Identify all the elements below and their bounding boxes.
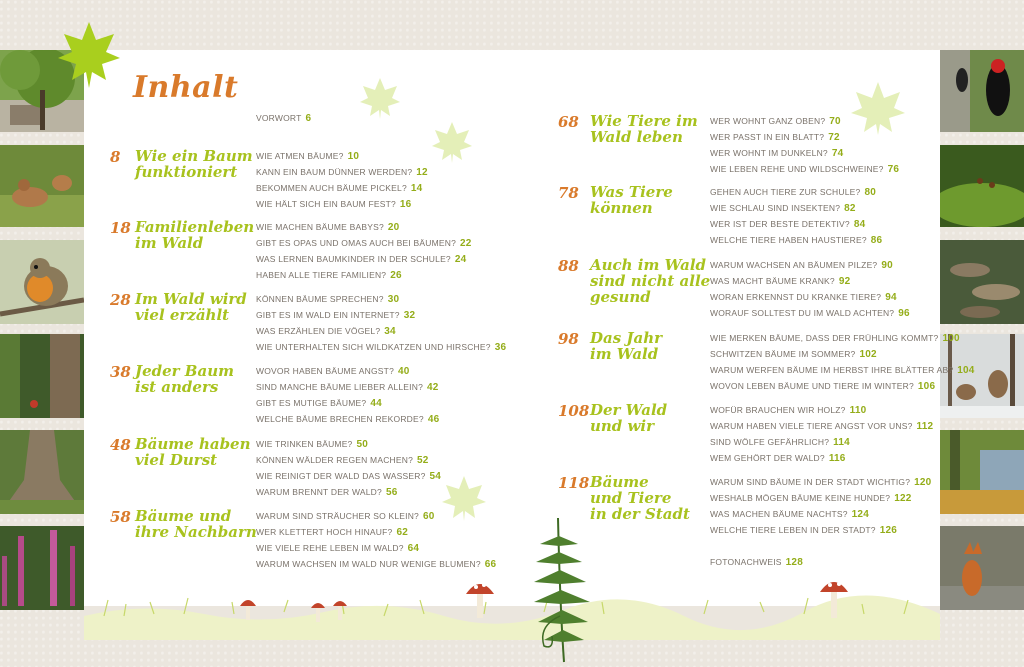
toc-entry[interactable] (710, 260, 893, 271)
page-number: 40 (398, 366, 410, 377)
chapter-title-line: viel Durst (135, 451, 218, 469)
page-number: 32 (403, 310, 416, 321)
chapter-title-line: funktioniert (135, 163, 238, 181)
chapter-number: 48 (110, 436, 131, 454)
toc-entry[interactable] (710, 365, 975, 376)
woodpecker-photo (940, 50, 1024, 132)
toc-entry-question: WARUM SIND BÄUME IN DER STADT WICHTIG? (710, 477, 911, 487)
chapter-title-line: im Wald (135, 234, 204, 252)
mushroom-icon (464, 578, 496, 620)
chapter-title-line: und wir (590, 417, 655, 435)
chapter-title-line: Der Wald (590, 401, 668, 419)
page-number: 104 (957, 365, 975, 376)
maple-leaf-icon (430, 120, 474, 164)
toc-entry-question: GIBT ES OPAS UND OMAS AUCH BEI BÄUMEN? (256, 238, 456, 248)
page-number: 44 (370, 398, 382, 409)
mossy-trees-photo (940, 430, 1024, 514)
chapter-number: 88 (558, 257, 579, 275)
toc-entry-question: WIE VIELE REHE LEBEN IM WALD? (256, 543, 404, 553)
page-number: 90 (881, 260, 893, 271)
page-number: 106 (917, 381, 936, 392)
chapter-title-line: Jeder Baum (135, 362, 234, 380)
chapter-title-line: sind nicht alle (590, 272, 711, 290)
page-number: 110 (849, 405, 867, 416)
chapter-title-line: Bäume haben (135, 435, 251, 453)
mushroom-icon (818, 576, 850, 620)
toc-entry-question: WELCHE TIERE LEBEN IN DER STADT? (710, 525, 876, 535)
toc-entry-question: WIE HÄLT SICH EIN BAUM FEST? (256, 199, 396, 209)
toc-entry-question: WARUM BRENNT DER WALD? (256, 487, 382, 497)
toc-entry-question: WARUM HABEN VIELE TIERE ANGST VOR UNS? (710, 421, 913, 431)
page-number: 102 (859, 349, 877, 360)
toc-entry[interactable] (710, 349, 877, 360)
mushroom-icon (238, 596, 258, 622)
page-number: 84 (853, 219, 866, 230)
chapter-title-line: Im Wald wird (135, 290, 247, 308)
page-number: 116 (828, 453, 846, 464)
page-number: 60 (422, 511, 435, 522)
chapter-title-line: im Wald (590, 345, 659, 363)
page-number: 24 (454, 254, 467, 265)
toc-entry-question: WELCHE BÄUME BRECHEN REKORDE? (256, 414, 424, 424)
toc-entry-question: KÖNNEN BÄUME SPRECHEN? (256, 294, 384, 304)
chapter-title-line: Bäume (590, 473, 649, 491)
page-number: 14 (410, 183, 423, 194)
toc-entry-question: GIBT ES MUTIGE BÄUME? (256, 398, 367, 408)
toc-entry[interactable] (256, 222, 399, 233)
page-number: 114 (833, 437, 850, 448)
chapter-title-line: viel erzählt (135, 306, 230, 324)
chapter-number: 28 (110, 291, 131, 309)
toc-entry-question: KÖNNEN WÄLDER REGEN MACHEN? (256, 455, 414, 465)
chapter-number: 38 (110, 363, 131, 381)
toc-entry-question: WAS MACHEN BÄUME NACHTS? (710, 509, 848, 519)
toc-entry-question: WARUM WERFEN BÄUME IM HERBST IHRE BLÄTTER AB? (710, 365, 954, 375)
chapter-number: 118 (558, 474, 590, 492)
page-number: 64 (407, 543, 420, 554)
toc-entry-question: WARUM SIND STRÄUCHER SO KLEIN? (256, 511, 419, 521)
toc-entry[interactable] (710, 235, 882, 246)
chapter-number: 8 (110, 148, 121, 166)
toc-entry[interactable] (710, 333, 960, 344)
toc-entry[interactable] (710, 525, 897, 536)
toc-entry-question: SCHWITZEN BÄUME IM SOMMER? (710, 349, 856, 359)
chapter-title-line: Bäume und (135, 507, 232, 525)
toc-entry-question: WORAN ERKENNST DU KRANKE TIERE? (710, 292, 882, 302)
toc-entry[interactable] (256, 310, 415, 321)
page-number: 92 (838, 276, 851, 287)
page-number: 6 (305, 113, 312, 124)
forest-trunk-photo (0, 334, 84, 418)
toc-entry[interactable] (256, 270, 402, 281)
chapter-title-line: Wald leben (590, 128, 683, 146)
toc-entry-question: WARUM WACHSEN AN BÄUMEN PILZE? (710, 260, 878, 270)
chapter-title-line: können (590, 199, 653, 217)
toc-entry[interactable] (256, 183, 422, 194)
page-number: 66 (484, 559, 497, 570)
toc-entry[interactable] (256, 398, 382, 409)
toc-entry[interactable] (710, 493, 912, 504)
page-number: 82 (844, 203, 856, 214)
toc-entry[interactable] (710, 219, 865, 230)
toc-entry[interactable] (710, 292, 897, 303)
page-number: 42 (427, 382, 439, 393)
toc-entry[interactable] (256, 382, 439, 393)
toc-entry[interactable] (710, 276, 850, 287)
toc-entry-question: WESHALB MÖGEN BÄUME KEINE HUNDE? (710, 493, 891, 503)
chapter-number: 108 (558, 402, 590, 420)
toc-entry[interactable] (256, 342, 506, 353)
page-number: 22 (460, 238, 472, 249)
mushroom-icon (310, 600, 326, 624)
toc-entry[interactable] (256, 151, 359, 162)
toc-entry-question: WOFÜR BRAUCHEN WIR HOLZ? (710, 405, 846, 415)
toc-entry[interactable] (710, 203, 856, 214)
toc-entry[interactable] (710, 148, 843, 159)
chapter-title-line: Auch im Wald (590, 256, 707, 274)
fawns-photo (0, 145, 84, 227)
vorwort-label: VORWORT (256, 113, 302, 123)
chapter-title-line: ihre Nachbarn (135, 523, 257, 541)
page-number: 16 (399, 199, 412, 210)
toc-entry-question: WER WOHNT IM DUNKELN? (710, 148, 828, 158)
page-number: 112 (916, 421, 934, 432)
toc-entry-question: WOVOR HABEN BÄUME ANGST? (256, 366, 394, 376)
fotonachweis-entry (710, 557, 803, 568)
foxglove-photo (0, 526, 84, 610)
toc-entry[interactable] (256, 543, 419, 554)
toc-entry[interactable] (256, 366, 410, 377)
toc-entry[interactable] (710, 381, 935, 392)
page-number: 70 (829, 116, 841, 127)
page-number: 86 (870, 235, 883, 246)
robin-photo (0, 240, 84, 324)
vorwort-entry (256, 113, 311, 124)
ants-moss-photo (940, 145, 1024, 227)
page-number: 62 (396, 527, 408, 538)
chapter-title-line: und Tiere (590, 489, 672, 507)
toc-entry[interactable] (710, 187, 876, 198)
toc-entry-question: WELCHE TIERE HABEN HAUSTIERE? (710, 235, 867, 245)
page-number: 80 (864, 187, 876, 198)
chapter-title-line: in der Stadt (590, 505, 690, 523)
page-number: 120 (914, 477, 932, 488)
page-number: 30 (387, 294, 400, 305)
page-number: 50 (356, 439, 369, 450)
page-number: 96 (898, 308, 910, 319)
toc-entry[interactable] (256, 487, 397, 498)
toc-entry[interactable] (710, 405, 866, 416)
toc-entry-question: WER KLETTERT HOCH HINAUF? (256, 527, 393, 537)
fotonachweis-label: FOTONACHWEIS (710, 557, 782, 567)
toc-entry[interactable] (256, 254, 466, 265)
page-number: 124 (851, 509, 869, 520)
toc-entry[interactable] (710, 308, 910, 319)
toc-entry[interactable] (256, 199, 411, 210)
page-number: 26 (390, 270, 402, 281)
toc-entry-question: WIE ATMEN BÄUME? (256, 151, 344, 161)
toc-entry-question: SIND WÖLFE GEFÄHRLICH? (710, 437, 830, 447)
maple-leaf-icon (56, 20, 122, 90)
chapter-title-line: Was Tiere (590, 183, 673, 201)
toc-entry[interactable] (256, 455, 429, 466)
toc-entry-question: WIE MERKEN BÄUME, DASS DER FRÜHLING KOMMT? (710, 333, 939, 343)
chapter-number: 58 (110, 508, 131, 526)
page-number: 128 (785, 557, 803, 568)
page-number: 126 (879, 525, 898, 536)
chapter-title-line: Wie Tiere im (590, 112, 698, 130)
toc-entry-question: WAS ERZÄHLEN DIE VÖGEL? (256, 326, 381, 336)
toc-entry-question: WER IST DER BESTE DETEKTIV? (710, 219, 850, 229)
grass-border (84, 592, 940, 640)
toc-entry-question: WARUM WACHSEN IM WALD NUR WENIGE BLUMEN? (256, 559, 481, 569)
page-number: 74 (831, 148, 844, 159)
toc-entry-question: BEKOMMEN AUCH BÄUME PICKEL? (256, 183, 407, 193)
toc-entry[interactable] (710, 116, 841, 127)
chapter-title-line: Wie ein Baum (135, 147, 253, 165)
toc-entry[interactable] (256, 414, 439, 425)
page-number: 34 (384, 326, 396, 337)
toc-entry-question: HABEN ALLE TIERE FAMILIEN? (256, 270, 387, 280)
toc-entry-question: WER PASST IN EIN BLATT? (710, 132, 825, 142)
page-title: Inhalt (133, 70, 239, 105)
toc-entry-question: WIE TRINKEN BÄUME? (256, 439, 353, 449)
page-number: 12 (416, 167, 428, 178)
chapter-number: 18 (110, 219, 131, 237)
maple-leaf-icon (358, 76, 402, 120)
toc-entry[interactable] (256, 511, 435, 522)
toc-entry[interactable] (256, 439, 368, 450)
toc-entry[interactable] (710, 164, 899, 175)
toc-entry[interactable] (256, 167, 428, 178)
toc-entry-question: GEHEN AUCH TIERE ZUR SCHULE? (710, 187, 861, 197)
toc-entry-question: WER WOHNT GANZ OBEN? (710, 116, 826, 126)
toc-entry-question: WEM GEHÖRT DER WALD? (710, 453, 825, 463)
chapter-title-line: ist anders (135, 378, 219, 396)
toc-entry-question: GIBT ES IM WALD EIN INTERNET? (256, 310, 400, 320)
toc-entry[interactable] (710, 453, 846, 464)
chapter-title-line: gesund (590, 288, 651, 306)
toc-entry[interactable] (710, 437, 850, 448)
toc-entry[interactable] (256, 527, 408, 538)
chapter-number: 68 (558, 113, 579, 131)
page-number: 72 (828, 132, 840, 143)
chapter-number: 78 (558, 184, 579, 202)
page-number: 46 (427, 414, 440, 425)
chapter-title-line: Das Jahr (590, 329, 663, 347)
page-number: 52 (417, 455, 429, 466)
chapter-title-line: Familienleben (135, 218, 255, 236)
page-number: 20 (387, 222, 400, 233)
page-number: 76 (887, 164, 900, 175)
toc-entry-question: WOVON LEBEN BÄUME UND TIERE IM WINTER? (710, 381, 914, 391)
bracket-fungus-photo (940, 240, 1024, 324)
chapter-number: 98 (558, 330, 579, 348)
fern-illustration (530, 516, 600, 664)
toc-entry-question: KANN EIN BAUM DÜNNER WERDEN? (256, 167, 413, 177)
toc-entry-question: WORAUF SOLLTEST DU IM WALD ACHTEN? (710, 308, 895, 318)
page-number: 94 (885, 292, 897, 303)
mushroom-icon (332, 598, 348, 622)
toc-entry[interactable] (710, 132, 840, 143)
toc-entry-question: WIE SCHLAU SIND INSEKTEN? (710, 203, 841, 213)
maple-leaf-icon (850, 80, 906, 136)
page-number: 122 (894, 493, 912, 504)
toc-entry-question: WAS LERNEN BAUMKINDER IN DER SCHULE? (256, 254, 451, 264)
page-number: 36 (494, 342, 507, 353)
deer-snow-photo (940, 334, 1024, 418)
toc-entry[interactable] (256, 559, 496, 570)
page-number: 10 (347, 151, 360, 162)
toc-entry[interactable] (256, 471, 441, 482)
toc-entry[interactable] (710, 477, 931, 488)
toc-entry-question: WIE LEBEN REHE UND WILDSCHWEINE? (710, 164, 884, 174)
toc-entry-question: WIE UNTERHALTEN SICH WILDKATZEN UND HIRSCHE? (256, 342, 491, 352)
toc-entry[interactable] (256, 238, 472, 249)
page-number: 54 (429, 471, 442, 482)
toc-entry[interactable] (256, 326, 396, 337)
tree-roots-photo (0, 430, 84, 514)
toc-entry[interactable] (710, 509, 869, 520)
maple-leaf-icon (440, 474, 488, 522)
toc-entry-question: WIE REINIGT DER WALD DAS WASSER? (256, 471, 426, 481)
page-number: 56 (385, 487, 398, 498)
page-number: 100 (942, 333, 960, 344)
toc-entry-question: WIE MACHEN BÄUME BABYS? (256, 222, 384, 232)
toc-entry-question: SIND MANCHE BÄUME LIEBER ALLEIN? (256, 382, 424, 392)
toc-entry[interactable] (710, 421, 933, 432)
toc-entry-question: WAS MACHT BÄUME KRANK? (710, 276, 835, 286)
toc-entry[interactable] (256, 294, 399, 305)
fox-photo (940, 526, 1024, 610)
